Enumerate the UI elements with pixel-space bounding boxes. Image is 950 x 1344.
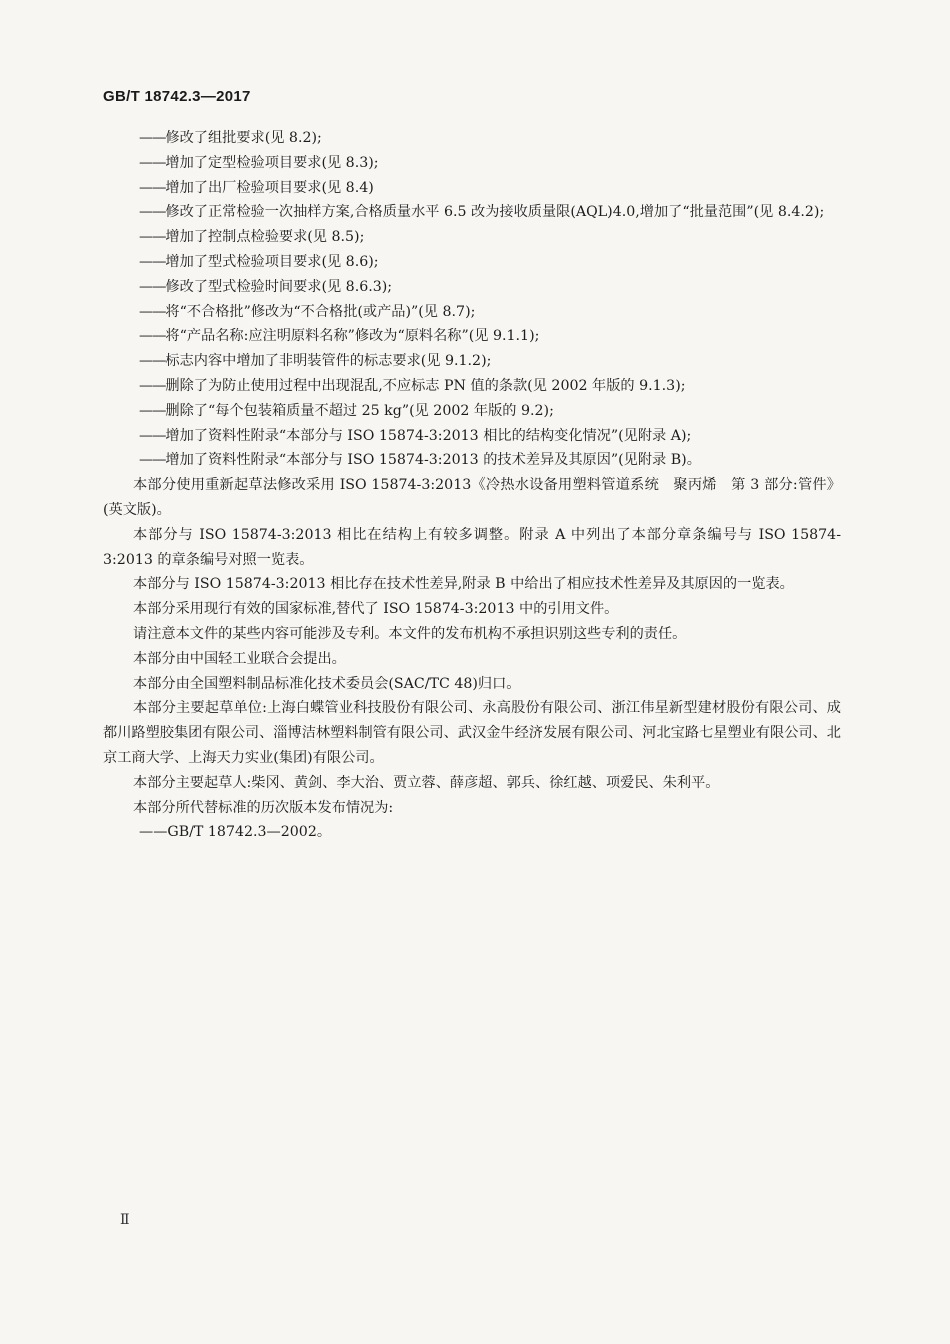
dash-marker: —— — [139, 402, 166, 419]
drafting-units-paragraph: 本部分主要起草单位:上海白蝶管业科技股份有限公司、永高股份有限公司、浙江伟星新型建材股份有限公司、成都川路塑胶集团有限公司、淄博洁林塑料制管有限公司、武汉金牛经济发展有限公司、河北宝路七星塑业有限公司、北京工商大学、上海天力实业(集团)有限公司。 — [103, 700, 841, 766]
structure-paragraph: 本部分与 ISO 15874-3:2013 相比在结构上有较多调整。附录 A 中列出了本部分章条编号与 ISO 15874-3:2013 的章条编号对照一览表。 — [103, 526, 841, 568]
dash-marker: —— — [139, 204, 166, 221]
change-item: ——增加了定型检验项目要求(见 8.3); — [139, 154, 379, 171]
dash-marker: —— — [139, 303, 166, 320]
technical-difference-paragraph: 本部分与 ISO 15874-3:2013 相比存在技术性差异,附录 B 中给出了相应技术性差异及其原因的一览表。 — [133, 576, 794, 593]
change-item: ——增加了出厂检验项目要求(见 8.4) — [139, 179, 374, 196]
dash-marker: —— — [139, 253, 166, 270]
change-item: ——修改了型式检验时间要求(见 8.6.3); — [139, 278, 393, 295]
history-intro-paragraph: 本部分所代替标准的历次版本发布情况为: — [133, 799, 394, 816]
change-item: ——增加了资料性附录“本部分与 ISO 15874-3:2013 相比的结构变化情况”(见附录 A); — [139, 427, 692, 444]
reference-paragraph: 本部分采用现行有效的国家标准,替代了 ISO 15874-3:2013 中的引用文件。 — [133, 601, 619, 618]
change-item: ——将“产品名称:应注明原料名称”修改为“原料名称”(见 9.1.1); — [139, 328, 540, 345]
change-list — [103, 126, 841, 473]
change-item: ——修改了正常检验一次抽样方案,合格质量水平 6.5 改为接收质量限(AQL)4.0,增加了“批量范围”(见 8.4.2); — [139, 204, 825, 221]
change-item: ——增加了型式检验项目要求(见 8.6); — [139, 253, 379, 270]
standard-code-header: GB/T 18742.3—2017 — [103, 88, 251, 105]
page-number: Ⅱ — [120, 1212, 130, 1228]
dash-marker: —— — [139, 130, 166, 146]
proposer-paragraph: 本部分由中国轻工业联合会提出。 — [133, 650, 346, 667]
dash-marker: —— — [139, 229, 166, 246]
history-item: ——GB/T 18742.3—2002。 — [139, 824, 332, 841]
change-item: ——增加了控制点检验要求(见 8.5); — [139, 229, 365, 246]
dash-marker: —— — [139, 179, 166, 196]
dash-marker: —— — [139, 377, 166, 394]
dash-marker: —— — [139, 452, 166, 469]
dash-marker: —— — [139, 824, 168, 841]
change-item: ——增加了资料性附录“本部分与 ISO 15874-3:2013 的技术差异及其原因”(见附录 B)。 — [139, 452, 701, 469]
adoption-paragraph: 本部分使用重新起草法修改采用 ISO 15874-3:2013《冷热水设备用塑料管道系统 聚丙烯 第 3 部分:管件》(英文版)。 — [103, 477, 841, 518]
change-item: ——标志内容中增加了非明装管件的标志要求(见 9.1.2); — [139, 353, 492, 370]
committee-paragraph: 本部分由全国塑料制品标准化技术委员会(SAC/TC 48)归口。 — [133, 675, 521, 692]
dash-marker: —— — [139, 427, 166, 444]
change-item: ——删除了为防止使用过程中出现混乱,不应标志 PN 值的条款(见 2002 年版的 9.1.3); — [139, 377, 686, 394]
dash-marker: —— — [139, 328, 166, 345]
foreword-body — [103, 126, 841, 845]
change-item: ——删除了“每个包装箱质量不超过 25 kg”(见 2002 年版的 9.2); — [139, 402, 554, 419]
dash-marker: —— — [139, 278, 166, 295]
change-item: ——将“不合格批”修改为“不合格批(或产品)”(见 8.7); — [139, 303, 476, 320]
drafters-paragraph: 本部分主要起草人:柴冈、黄剑、李大治、贾立蓉、薛彦超、郭兵、徐红越、项爱民、朱利平。 — [133, 774, 720, 791]
change-item: ——修改了组批要求(见 8.2); — [139, 130, 322, 146]
dash-marker: —— — [139, 353, 166, 370]
patent-paragraph: 请注意本文件的某些内容可能涉及专利。本文件的发布机构不承担识别这些专利的责任。 — [133, 625, 687, 642]
dash-marker: —— — [139, 154, 166, 171]
